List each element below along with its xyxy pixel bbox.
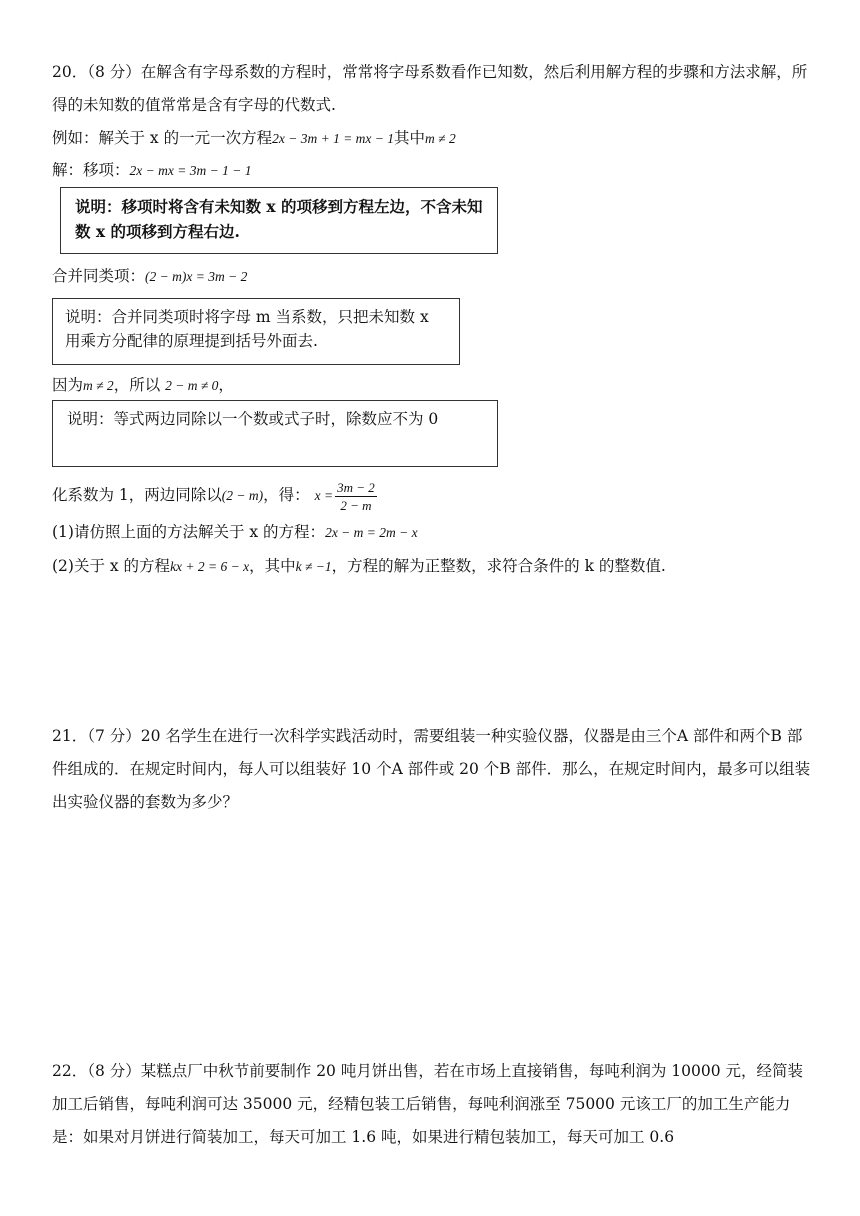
step1-prefix: 解：移项： [52, 161, 130, 179]
step4-fraction [335, 479, 377, 514]
part2-condition: k ≠ −1 [295, 559, 332, 574]
part2-mid: ，其中 [249, 557, 296, 575]
explanation-box-divide: 说明：等式两边同除以一个数或式子时，除数应不为 0 [52, 400, 498, 467]
example-condition: m ≠ 2 [425, 131, 456, 146]
q20-step-combine [52, 266, 247, 287]
step3-condition-1: m ≠ 2 [83, 378, 114, 393]
step4-mid: ，得： [263, 486, 310, 504]
q20-part2 [52, 556, 666, 577]
q20-part1 [52, 522, 418, 543]
explanation-box-move: 说明：移项时将含有未知数 x 的项移到方程左边，不含未知数 x 的项移到方程右边. [60, 187, 498, 254]
part2-equation: kx + 2 = 6 − x [170, 559, 250, 574]
part2-suffix: ，方程的解为正整数，求符合条件的 k 的整数值. [331, 557, 666, 575]
example-mid: 其中 [394, 129, 426, 147]
part1-prefix: (1)请仿照上面的方法解关于 x 的方程： [52, 523, 326, 541]
step3-suffix: ， [218, 376, 234, 394]
q20-step-because [52, 375, 234, 396]
part1-equation: 2x − m = 2m − x [325, 525, 418, 540]
step4-prefix: 化系数为 1，两边同除以 [52, 486, 222, 504]
fraction-denominator: 2 − m [340, 497, 372, 513]
q20-example-line [52, 128, 456, 149]
step3-prefix: 因为 [52, 376, 84, 394]
step1-equation: 2x − mx = 3m − 1 − 1 [129, 163, 252, 178]
step3-condition-2: 2 − m ≠ 0 [165, 378, 219, 393]
step3-mid: ，所以 [113, 376, 161, 394]
q20-step-coefficient [52, 477, 377, 514]
step2-prefix: 合并同类项： [52, 267, 146, 285]
step2-equation: (2 − m)x = 3m − 2 [145, 269, 248, 284]
q20-intro: 20．（8 分）在解含有字母系数的方程时，常常将字母系数看作已知数，然后利用解方程的步骤和方法求解，所得的未知数的值常常是含有字母的代数式. [52, 63, 808, 114]
q22-text: 22．（8 分）某糕点厂中秋节前要制作 20 吨月饼出售，若在市场上直接销售，每吨利润为 10000 元，经简装加工后销售，每吨利润可达 35000 元，经精包装工后销售，每吨利润涨至 75000 元该工厂的加工生产能力是：如果对月饼进行简装加工，每天可加工 1.6 吨，如果进行精包装加工，每天可加工 0.6 [52, 1062, 804, 1146]
example-prefix: 例如：解关于 x 的一元一次方程 [52, 129, 273, 147]
step4-lhs: x = [314, 488, 334, 503]
q21-text: 21．（7 分）20 名学生在进行一次科学实践活动时，需要组装一种实验仪器，仪器是由三个A 部件和两个B 部件组成的．在规定时间内，每人可以组装好 10 个A 部件或 20 个B 部件．那么，在规定时间内，最多可以组装出实验仪器的套数为多少？ [52, 727, 811, 811]
part2-prefix: (2)关于 x 的方程 [52, 557, 171, 575]
example-equation: 2x − 3m + 1 = mx − 1 [272, 131, 395, 146]
explanation-box-combine: 说明：合并同类项时将字母 m 当系数，只把未知数 x 用乘方分配律的原理提到括号外面去. [52, 298, 460, 365]
step4-divisor: (2 − m) [221, 488, 264, 503]
q20-step-move [52, 160, 251, 181]
fraction-numerator: 3m − 2 [337, 479, 375, 495]
